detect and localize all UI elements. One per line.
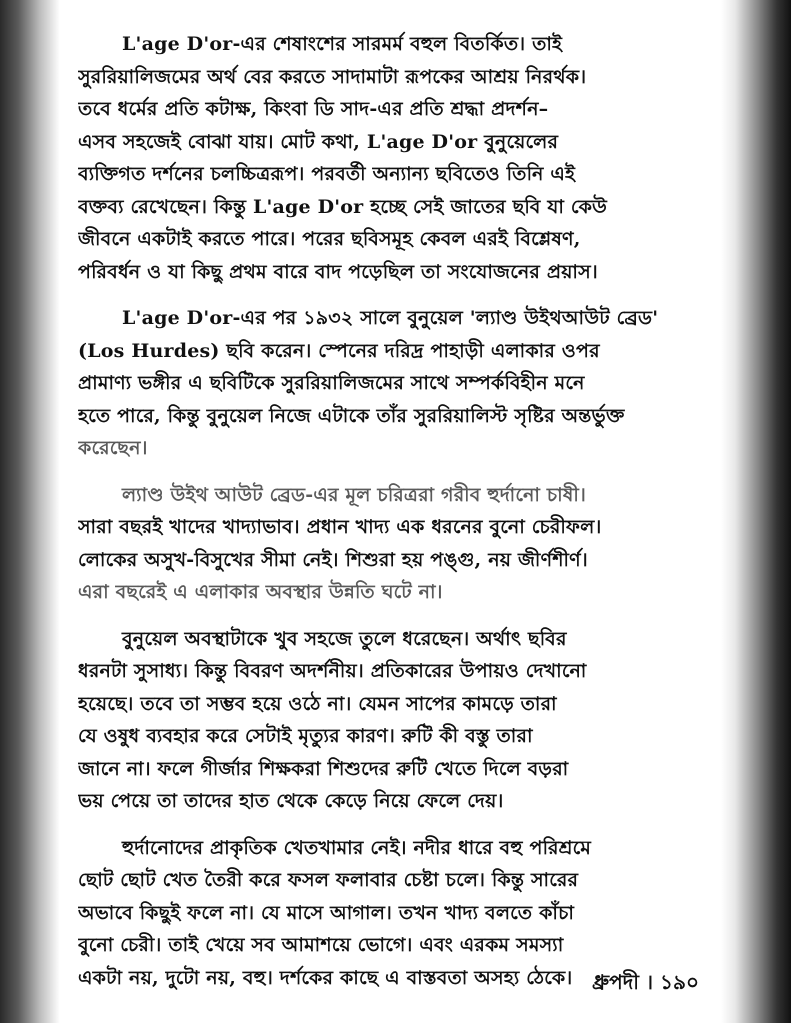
text-line: তবে ধর্মের প্রতি কটাক্ষ, কিংবা ডি সাদ-এর প্রতি শ্রদ্ধা প্রদর্শন– bbox=[78, 98, 549, 120]
text-line: বুনুয়েল অবস্থাটাকে খুব সহজে তুলে ধরেছেন। অর্থাৎ ছবির bbox=[122, 627, 567, 650]
text-line: বক্তব্য রেখেছেন। কিন্তু L'age D'or হচ্ছে সেই জাতের ছবি যা কেউ bbox=[78, 195, 608, 218]
text-line: ব্যক্তিগত দর্শনের চলচ্চিত্ররূপ। পরবর্তী অন্যান্য ছবিতেও তিনি এই bbox=[78, 163, 576, 185]
text-line: জীবনে একটাই করতে পারে। পরের ছবিসমূহ কেবল এরই বিশ্লেষণ, bbox=[78, 228, 581, 250]
text-line: L'age D'or-এর শেষাংশের সারমর্ম বহুল বিতর্কিত। তাই bbox=[122, 33, 563, 55]
text-line: সারা বছরই খাদের খাদ্যাভাব। প্রধান খাদ্য এক ধরনের বুনো চেরীফল। bbox=[78, 516, 602, 538]
paragraph-4 bbox=[78, 623, 718, 818]
text-line: হুর্দানোদের প্রাকৃতিক খেতখামার নেই। নদীর ধারে বহু পরিশ্রমে bbox=[122, 836, 592, 859]
paragraph-3 bbox=[78, 479, 718, 609]
text-line: প্রামাণ্য ভঙ্গীর এ ছবিটিকে সুররিয়ালিজমের সাথে সম্পর্কবিহীন মনে bbox=[78, 372, 585, 394]
text-line: একটা নয়, দুটো নয়, বহু। দর্শকের কাছে এ বাস্তবতা অসহ্য ঠেকে। bbox=[78, 966, 573, 989]
text-line: ছোট ছোট খেত তৈরী করে ফসল ফলাবার চেষ্টা চলে। কিন্তু সারের bbox=[78, 869, 579, 891]
paragraph-1 bbox=[78, 28, 718, 288]
text-line: ল্যাণ্ড উইথ আউট ব্রেড-এর মূল চরিত্ররা গরীব হুর্দানো চাষী। bbox=[122, 483, 586, 506]
page-shadow-right bbox=[721, 0, 791, 1023]
text-line: জানে না। ফলে গীর্জার শিক্ষকরা শিশুদের রুটি খেতে দিলে বড়রা bbox=[78, 757, 569, 780]
text-line: বুনো চেরী। তাই খেয়ে সব আমাশয়ে ভোগে। এবং এরকম সমস্যা bbox=[78, 934, 564, 956]
text-line: এরা বছরেই এ এলাকার অবস্থার উন্নতি ঘটে না। bbox=[78, 581, 443, 603]
page-footer: ধ্রুপদী । ১৯০ bbox=[592, 970, 699, 994]
page-shadow-left bbox=[0, 0, 60, 1023]
text-line: (Los Hurdes) ছবি করেন। স্পেনের দরিদ্র পাহাড়ী এলাকার ওপর bbox=[78, 339, 600, 362]
text-line: L'age D'or-এর পর ১৯৩২ সালে বুনুয়েল 'ল্যাণ্ড উইথআউট ব্রেড' bbox=[122, 307, 659, 329]
text-line: হয়েছে। তবে তা সম্ভব হয়ে ওঠে না। যেমন সাপের কামড়ে তারা bbox=[78, 692, 557, 715]
text-line: ধরনটা সুসাধ্য। কিন্তু বিবরণ অদর্শনীয়। প্রতিকারের উপায়ও দেখানো bbox=[78, 660, 587, 682]
text-line: ভয় পেয়ে তা তাদের হাত থেকে কেড়ে নিয়ে ফেলে দেয়। bbox=[78, 790, 504, 812]
text-line: লোকের অসুখ-বিসুখের সীমা নেই। শিশুরা হয় পঙ্গু, নয় জীর্ণশীর্ণ। bbox=[78, 548, 588, 571]
text-line: যে ওষুধ ব্যবহার করে সেটাই মৃত্যুর কারণ। রুটি কী বস্তু তারা bbox=[78, 725, 533, 747]
text-line: হতে পারে, কিন্তু বুনুয়েল নিজে এটাকে তাঁর সুররিয়ালিস্ট সৃষ্টির অন্তর্ভুক্ত bbox=[78, 404, 625, 427]
text-line: করেছেন। bbox=[78, 437, 148, 459]
text-line: সুররিয়ালিজমের অর্থ বের করতে সাদামাটা রূপকের আশ্রয় নিরর্থক। bbox=[78, 65, 587, 88]
text-line: পরিবর্ধন ও যা কিছু প্রথম বারে বাদ পড়েছিল তা সংযোজনের প্রয়াস। bbox=[78, 260, 598, 283]
text-line: এসব সহজেই বোঝা যায়। মোট কথা, L'age D'or বুনুয়েলের bbox=[78, 130, 559, 153]
text-line: অভাবে কিছুই ফলে না। যে মাসে আগাল। তখন খাদ্য বলতে কাঁচা bbox=[78, 901, 575, 924]
paragraph-2 bbox=[78, 302, 718, 465]
